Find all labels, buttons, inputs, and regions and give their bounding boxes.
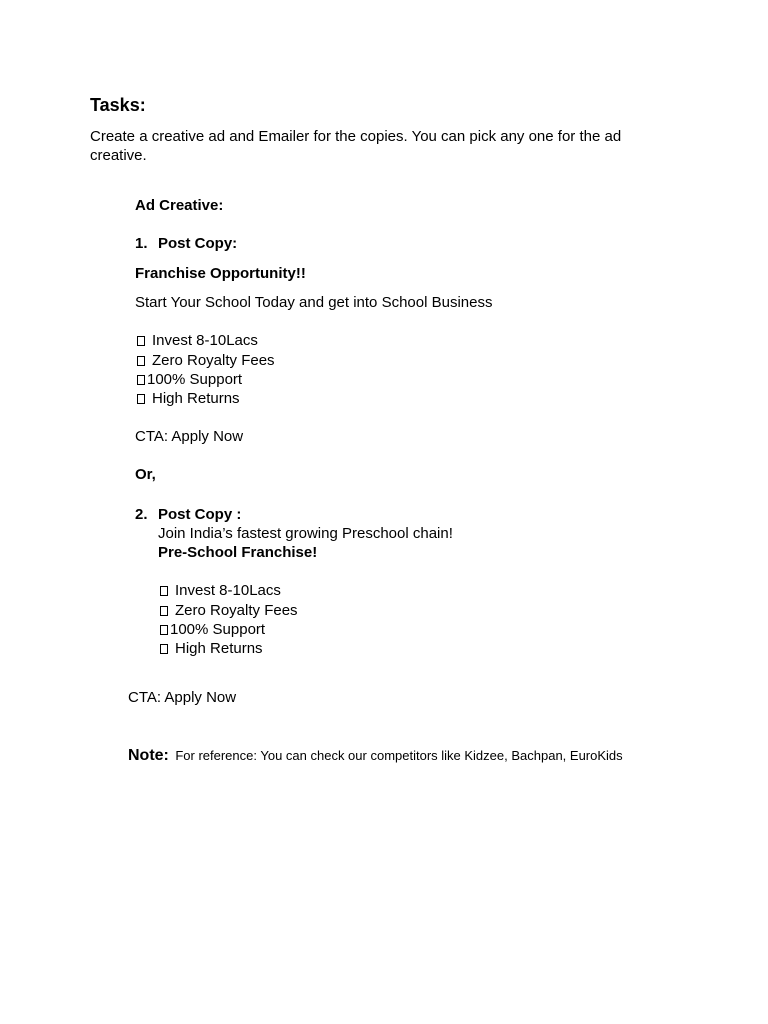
checkbox-square-icon [160, 625, 168, 635]
copy2-bullet [160, 622, 265, 637]
copy2-bullet [160, 641, 263, 656]
checkbox-square-icon [160, 644, 168, 654]
copy1-bullet [137, 353, 275, 368]
note-line [128, 748, 623, 764]
ad-creative-heading: Ad Creative: [135, 197, 224, 214]
copy1-bullet [137, 372, 242, 387]
checkbox-square-icon [137, 375, 145, 385]
copy2-number: 2. [135, 506, 148, 523]
copy2-bullet [160, 603, 298, 618]
copy1-bullet [137, 391, 240, 406]
note-label: Note: [128, 747, 169, 764]
copy1-cta: CTA: Apply Now [135, 428, 244, 445]
copy2-line1: Join India’s fastest growing Preschool chain! [158, 525, 453, 542]
copy2-bullet-text: High Returns [175, 640, 263, 657]
copy1-number: 1. [135, 235, 148, 252]
tasks-heading: Tasks: [90, 95, 146, 115]
tasks-intro-line-2: creative. [90, 147, 147, 164]
copy1-bullet-text: 100% Support [147, 371, 243, 388]
or-label: Or, [135, 466, 156, 483]
copy1-bullet-text: High Returns [152, 390, 240, 407]
copy1-subline: Start Your School Today and get into School Business [135, 294, 493, 311]
copy2-headline: Pre-School Franchise! [158, 544, 318, 561]
checkbox-square-icon [160, 606, 168, 616]
copy2-label: Post Copy : [158, 506, 242, 523]
copy1-bullet [137, 333, 258, 348]
checkbox-square-icon [137, 356, 145, 366]
copy1-headline: Franchise Opportunity!! [135, 265, 306, 282]
copy1-label: Post Copy: [158, 235, 238, 252]
copy2-bullet-text: Invest 8-10Lacs [175, 582, 281, 599]
copy2-bullet-text: Zero Royalty Fees [175, 602, 298, 619]
checkbox-square-icon [160, 586, 168, 596]
checkbox-square-icon [137, 394, 145, 404]
copy2-cta: CTA: Apply Now [128, 689, 237, 706]
copy1-bullet-text: Invest 8-10Lacs [152, 332, 258, 349]
tasks-intro-line-1: Create a creative ad and Emailer for the copies. You can pick any one for the ad [90, 128, 622, 145]
copy1-bullet-text: Zero Royalty Fees [152, 352, 275, 369]
copy2-bullet [160, 583, 281, 598]
copy2-bullet-text: 100% Support [170, 621, 266, 638]
checkbox-square-icon [137, 336, 145, 346]
note-text: For reference: You can check our competitors like Kidzee, Bachpan, EuroKids [175, 748, 623, 763]
